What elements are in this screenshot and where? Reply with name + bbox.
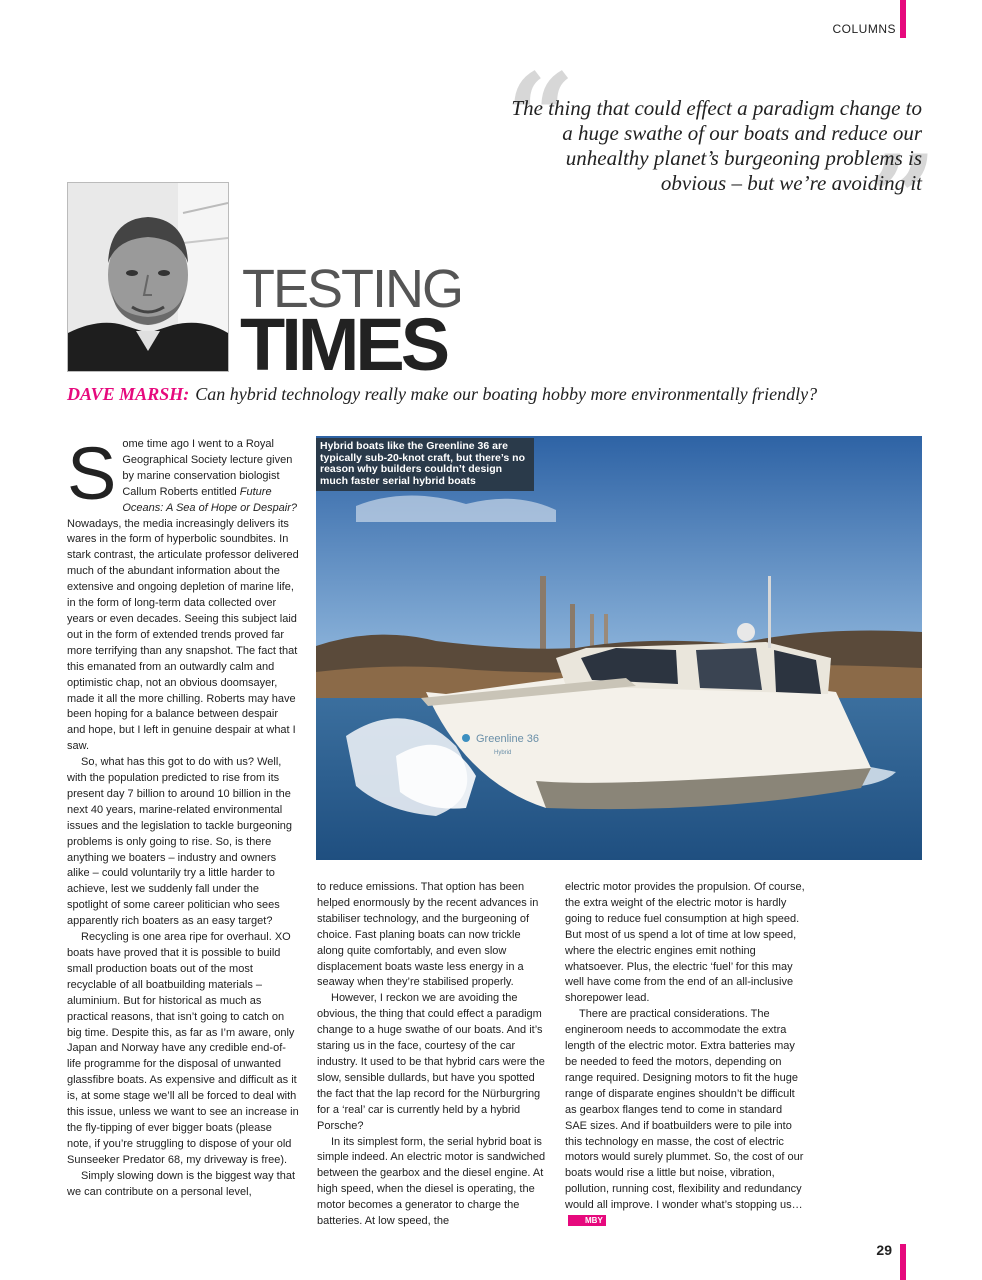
pull-quote: The thing that could effect a paradigm change to a huge swathe of our boats and reduce our unhealthy planet’s burgeoning problems is obvious – but we’re avoiding it bbox=[511, 96, 922, 195]
title-line-times: TIMES bbox=[240, 303, 447, 386]
hull-branding: Greenline 36 bbox=[476, 733, 539, 745]
photo-caption: Hybrid boats like the Greenline 36 are typically sub-20-knot craft, but there’s no reason why builders couldn’t design much faster serial hybrid boats bbox=[316, 438, 534, 491]
section-label: COLUMNS bbox=[832, 22, 896, 36]
mby-end-mark: MBY bbox=[568, 1215, 606, 1226]
hull-branding-sub: Hybrid bbox=[494, 750, 512, 756]
author-byline: DAVE MARSH: bbox=[67, 384, 190, 404]
section-tab-marker bbox=[900, 0, 906, 38]
footer-tab-marker bbox=[900, 1244, 906, 1280]
close-quote-mark: ” bbox=[868, 129, 938, 270]
page-number: 29 bbox=[876, 1242, 892, 1258]
body-text: ome time ago I went to a Royal Geographical Society lecture given by marine conservation biologist Callum Roberts entitled bbox=[122, 438, 293, 498]
open-quote-mark: “ bbox=[506, 47, 576, 188]
body-paragraph: Recycling is one area ripe for overhaul. XO boats have proved that it is possible to build small production boats out of the most recyclable of all boatbuilding materials – aluminium. But for historical as much as practical reasons, that isn’t going to catch on big time. Despite this, as far as I’m aware, only Japan and Norway have any credible end-of-life programme for the disposal of unwanted glassfibre boats. As expensive and difficult as it is, at some stage we’ll all be forced to deal with this issue, unless we want to see an increase in the fly-tipping of ever bigger boats (please note, if you’re struggling to dispose of your old Sunseeker Predator 68, my driveway is free). bbox=[67, 931, 299, 1166]
author-portrait-drawing bbox=[68, 183, 228, 371]
standfirst bbox=[67, 384, 927, 405]
drop-cap: S bbox=[67, 432, 117, 515]
body-column-1 bbox=[67, 432, 299, 1201]
greenline-boat-illustration bbox=[316, 436, 922, 860]
body-column-3 bbox=[565, 880, 805, 1230]
body-paragraph: In its simplest form, the serial hybrid boat is simple indeed. An electric motor is sandwiched between the gearbox and the diesel engine. At high speed, when the diesel is operating, the motor becomes a generator to charge the batteries. At low speed, the bbox=[317, 1135, 546, 1228]
lecture-title: Future Oceans: A Sea of Hope or Despair? bbox=[122, 485, 298, 514]
body-text: There are practical considerations. The engineroom needs to accommodate the extra length of the electric motor. Extra batteries may be needed to feed the motors, depending on range required. Designing motors to fit the huge range of disparate engines shouldn’t be difficult as gearbox flanges tend to come in standard SAE sizes. And if boatbuilders were to pile into this technology en masse, the cost of electric motors would surely plummet. So, the cost of our boats would rise a little but noise, vibration, pollution, running cost, flexibility and redundancy would all improve. I wonder what’s stopping us… bbox=[565, 1008, 804, 1212]
body-paragraph: to reduce emissions. That option has been helped enormously by the recent advances in stabiliser technology, and the burgeoning of choice. Fast planing boats can now trickle along quite comfortably, and even slow displacement boats waste less energy in a seaway when they’re stabilised properly. bbox=[317, 881, 539, 989]
body-paragraph bbox=[565, 1007, 805, 1230]
body-paragraph: However, I reckon we are avoiding the obvious, the thing that could effect a paradigm change to a huge swathe of our boats. And it’s staring us in the face, courtesy of the car industry. It used to be that hybrid cars were the slow, sensible dullards, but have you spotted the fact that the lap record for the Nürburgring for a ‘real’ car is currently held by a hybrid Porsche? bbox=[317, 992, 545, 1132]
article-photo bbox=[316, 436, 922, 860]
author-portrait bbox=[67, 182, 229, 372]
body-column-2 bbox=[317, 880, 549, 1230]
standfirst-text: Can hybrid technology really make our boating hobby more environmentally friendly? bbox=[195, 384, 818, 404]
body-paragraph: electric motor provides the propulsion. Of course, the extra weight of the electric motor is hardly going to reduce fuel consumption at high speed. But most of us spend a lot of time at low speed, where the electric engines emit nothing whatsoever. Plus, the electric ‘fuel’ for this may well have come from the end of an all-inclusive shorepower lead. bbox=[565, 881, 805, 1005]
body-paragraph: So, what has this got to do with us? Well, with the population predicted to rise from its present day 7 billion to around 10 billion in the next 40 years, marine-related environmental issues and the legislation to tackle burgeoning problems is only going to rise. So, is there anything we boaters – industry and owners alike – could voluntarily try a little harder to achieve, lest we suddenly fall under the spotlight of some career politician who sees apparently rich boaters as an easy target? bbox=[67, 756, 293, 928]
title-line-testing: TESTING bbox=[242, 259, 463, 319]
body-paragraph: Simply slowing down is the biggest way that we can contribute on a personal level, bbox=[67, 1169, 295, 1198]
body-text: Nowadays, the media increasingly delivers its wares in the form of hyperbolic soundbites. In stark contrast, the articulate professor delivered much of the abundant information about the extensive and ongoing depletion of marine life, in the form of long-term data collected over years or even decades. Seeing this subject laid out in the form of extended trends proved far more terrifying than any snapshot. The fact that this emanated from an outwardly calm and optimistic chap, not an obvious doomsayer, made it all the more chilling. Roberts may have been hoping for a balance between despair and hope, but I left in genuine despair at what I saw. bbox=[67, 517, 299, 753]
